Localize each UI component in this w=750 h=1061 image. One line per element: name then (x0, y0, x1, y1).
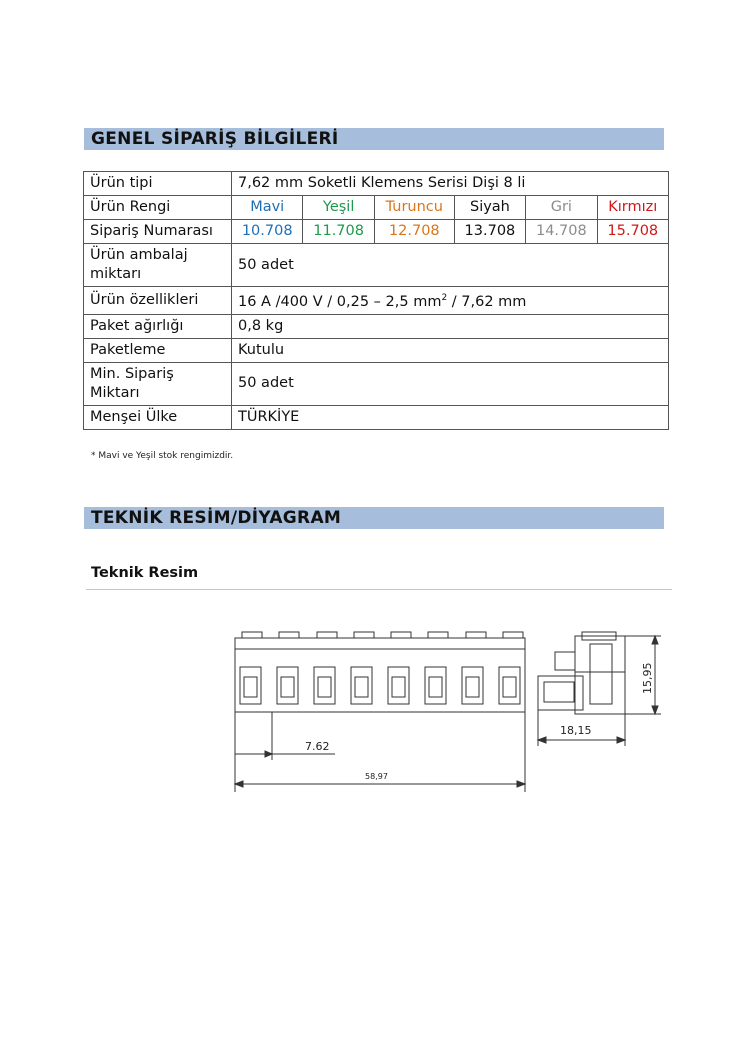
table-row (84, 314, 669, 338)
connector-top-ribs (242, 632, 523, 638)
color-orange: Turuncu (374, 196, 454, 220)
origin-value: TÜRKİYE (232, 405, 669, 429)
color-green: Yeşil (303, 196, 374, 220)
product-type-label: Ürün tipi (84, 172, 232, 196)
order-info-table (83, 171, 669, 430)
packaging-qty-value: 50 adet (232, 244, 669, 287)
order-code-red: 15.708 (597, 220, 668, 244)
product-color-label: Ürün Rengi (84, 196, 232, 220)
connector-terminal-slots (240, 667, 520, 704)
table-row (84, 172, 669, 196)
technical-drawing-subheading: Teknik Resim (91, 565, 199, 581)
product-type-value: 7,62 mm Soketli Klemens Serisi Dişi 8 li (232, 172, 669, 196)
features-text: 16 A /400 V / 0,25 – 2,5 mm (238, 293, 442, 310)
order-code-grey: 14.708 (526, 220, 597, 244)
order-code-orange: 12.708 (374, 220, 454, 244)
table-row (84, 338, 669, 362)
order-code-blue: 10.708 (232, 220, 303, 244)
weight-label: Paket ağırlığı (84, 314, 232, 338)
section-title-technical-drawing: TEKNİK RESİM/DİYAGRAM (84, 507, 664, 529)
weight-value: 0,8 kg (232, 314, 669, 338)
packing-value: Kutulu (232, 338, 669, 362)
order-number-label: Sipariş Numarası (84, 220, 232, 244)
packing-label: Paketleme (84, 338, 232, 362)
color-blue: Mavi (232, 196, 303, 220)
subheading-rule (86, 589, 672, 590)
table-row (84, 196, 669, 220)
color-red: Kırmızı (597, 196, 668, 220)
origin-label: Menşei Ülke (84, 405, 232, 429)
section-title-general-order-info: GENEL SİPARİŞ BİLGİLERİ (84, 128, 664, 150)
order-code-black: 13.708 (454, 220, 525, 244)
min-order-value: 50 adet (232, 362, 669, 405)
color-grey: Gri (526, 196, 597, 220)
stock-color-footnote: * Mavi ve Yeşil stok rengimizdir. (91, 451, 234, 461)
packaging-qty-label: Ürün ambalaj miktarı (84, 244, 232, 287)
connector-side-view (538, 632, 625, 714)
table-row (84, 287, 669, 315)
features-value (232, 287, 669, 315)
technical-drawing (225, 622, 665, 802)
color-black: Siyah (454, 196, 525, 220)
table-row (84, 362, 669, 405)
table-row (84, 244, 669, 287)
dim-length: 58,97 (365, 772, 388, 781)
dim-depth: 18,15 (560, 724, 592, 737)
table-row (84, 220, 669, 244)
features-label: Ürün özellikleri (84, 287, 232, 315)
order-code-green: 11.708 (303, 220, 374, 244)
min-order-label: Min. Sipariş Miktarı (84, 362, 232, 405)
table-row (84, 405, 669, 429)
features-text-tail: / 7,62 mm (447, 293, 527, 310)
features-superscript: 2 (441, 293, 448, 303)
dim-height: 15,95 (641, 662, 654, 694)
dim-pitch: 7.62 (305, 740, 330, 753)
